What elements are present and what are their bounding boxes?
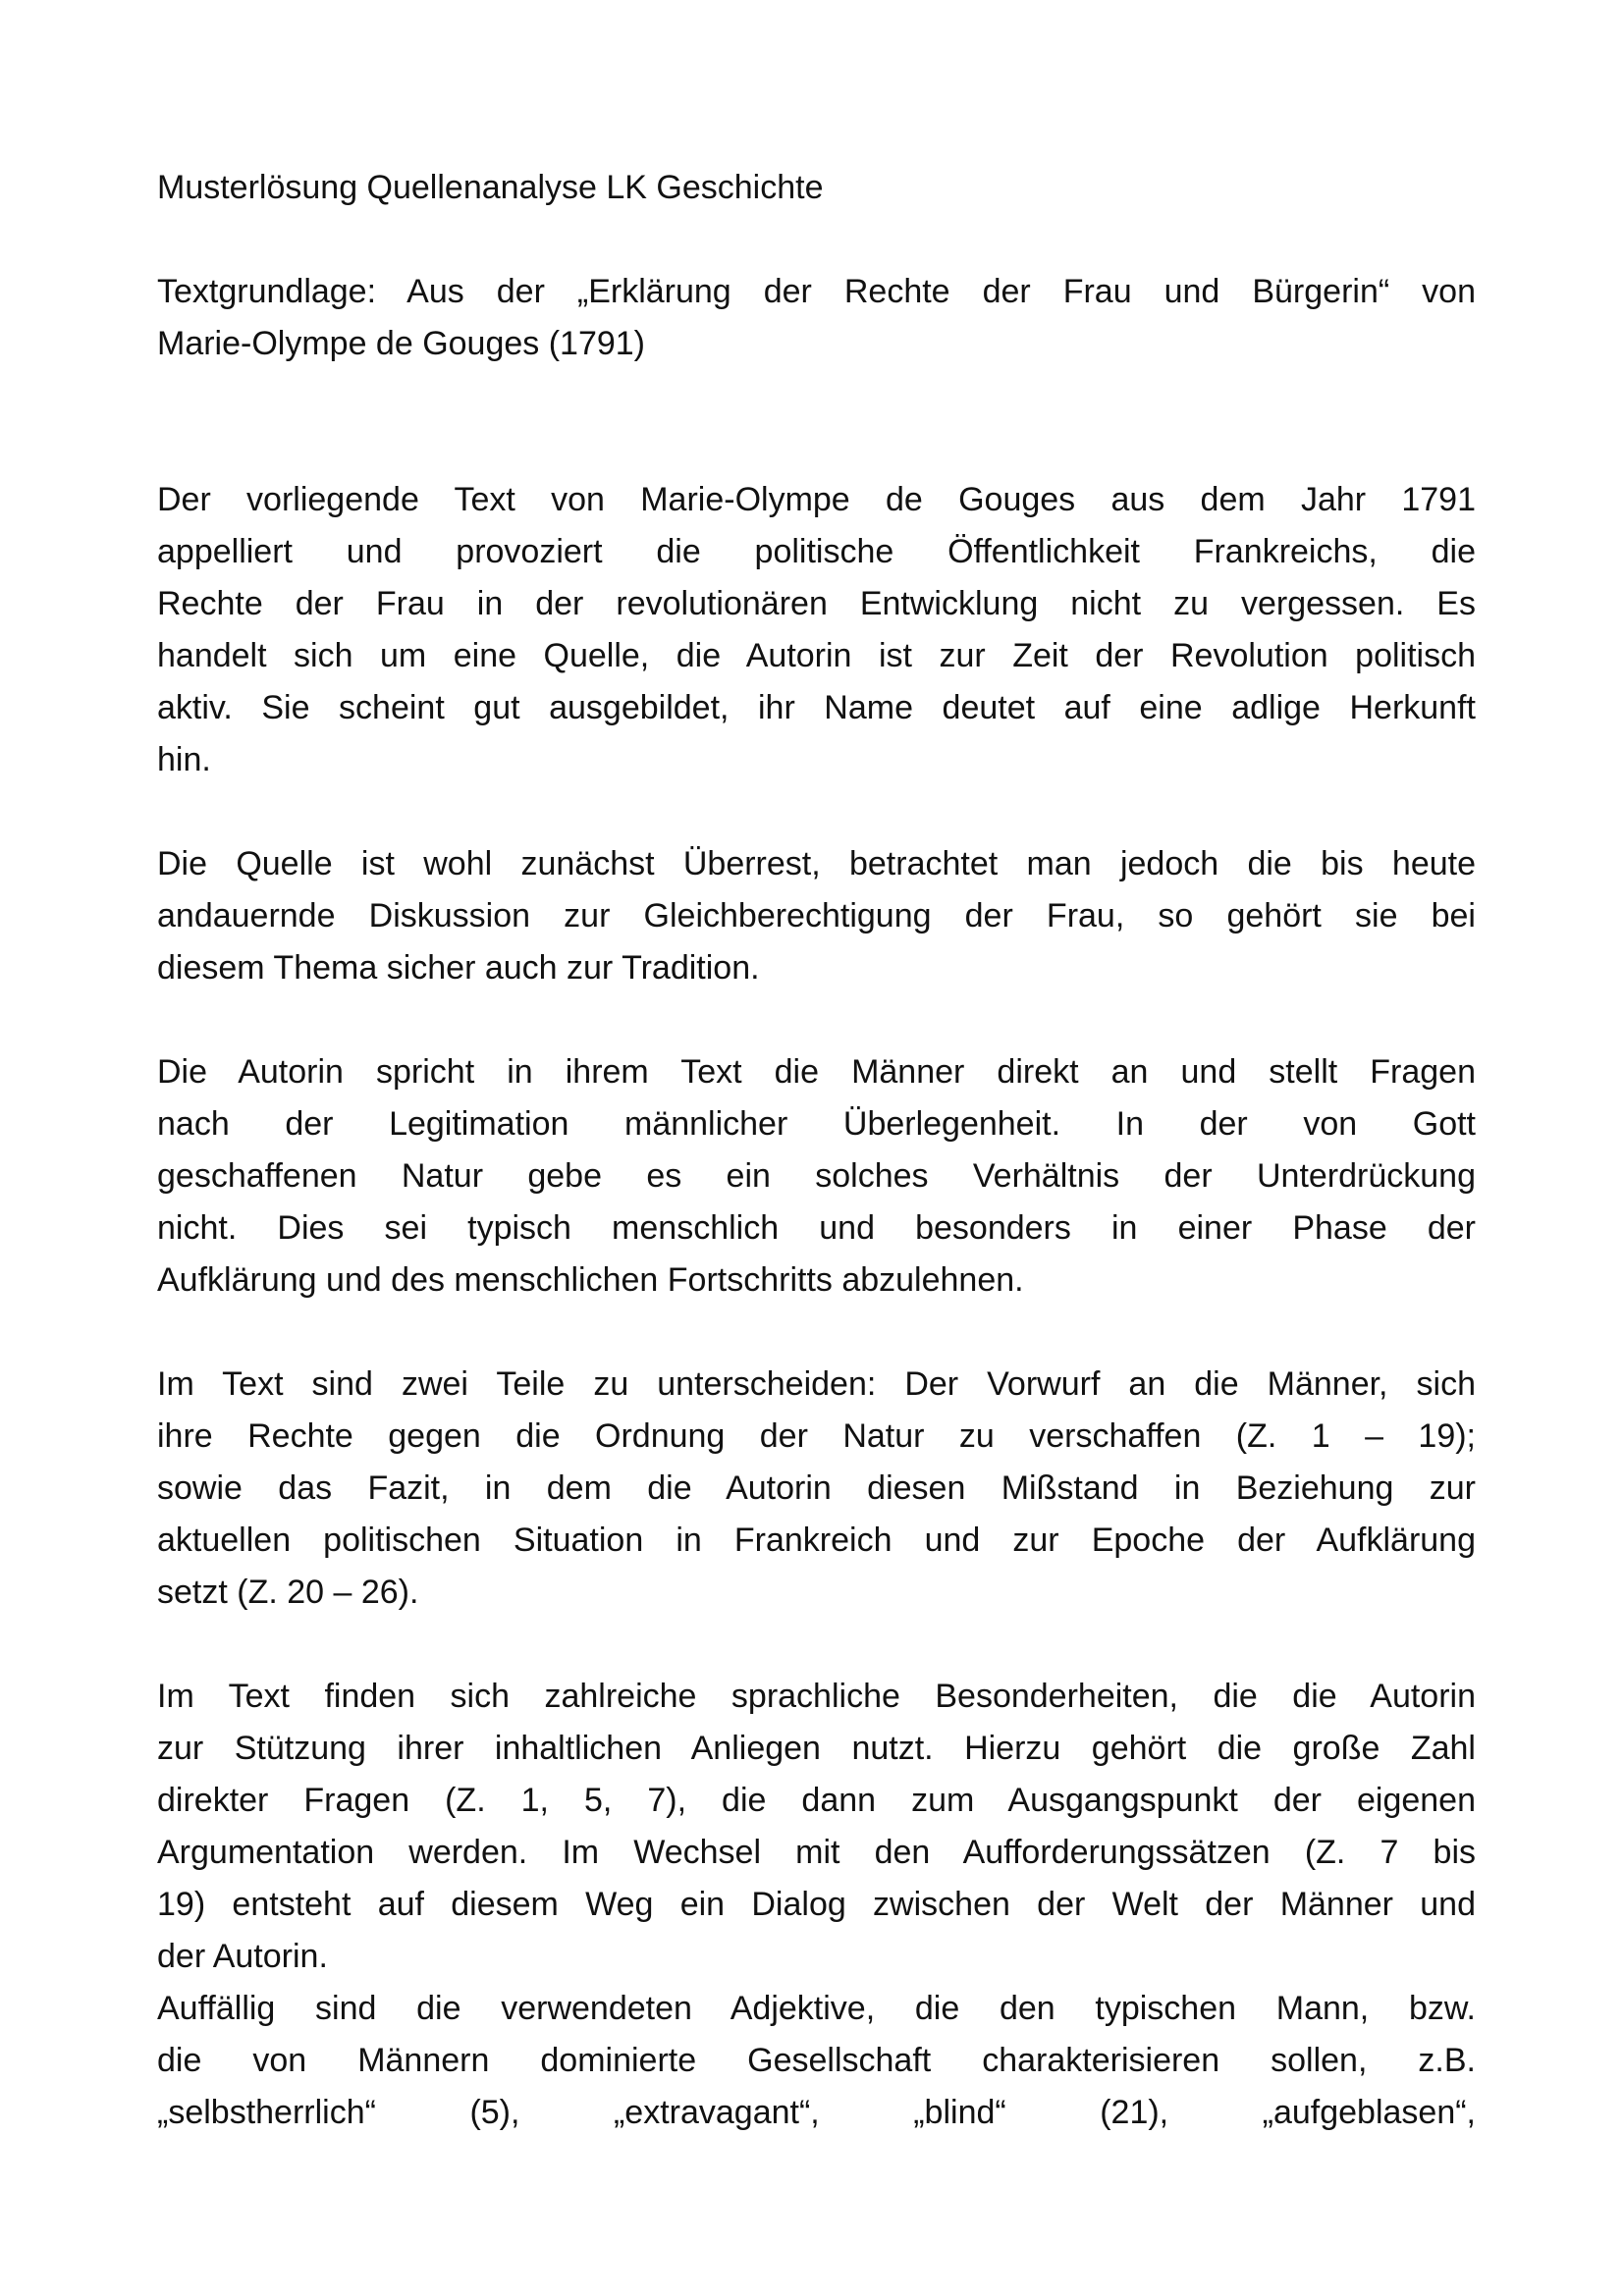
paragraph — [157, 1671, 1476, 1983]
spacer — [157, 214, 1476, 266]
paragraph-line: Im Text sind zwei Teile zu unterscheiden: Der Vorwurf an die Männer, sich — [157, 1365, 1476, 1403]
paragraph — [157, 838, 1476, 994]
spacer — [157, 994, 1476, 1046]
paragraph-line: handelt sich um eine Quelle, die Autorin ist zur Zeit der Revolution politisch — [157, 637, 1476, 674]
spacer — [157, 422, 1476, 474]
paragraph-line: die von Männern dominierte Gesellschaft charakterisieren sollen, z.B. — [157, 2042, 1476, 2079]
source-line: Marie-Olympe de Gouges (1791) — [157, 325, 646, 362]
paragraph-line: „selbstherrlich“ (5), „extravagant“, „blind“ (21), „aufgeblasen“, — [157, 2094, 1476, 2131]
paragraph-line: Auffällig sind die verwendeten Adjektive, die den typischen Mann, bzw. — [157, 1990, 1476, 2027]
paragraph-line: nicht. Dies sei typisch menschlich und besonders in einer Phase der — [157, 1209, 1476, 1247]
paragraph-line: ihre Rechte gegen die Ordnung der Natur zu verschaffen (Z. 1 – 19); — [157, 1417, 1476, 1455]
paragraph-line: sowie das Fazit, in dem die Autorin diesen Mißstand in Beziehung zur — [157, 1469, 1476, 1507]
paragraph-line: andauernde Diskussion zur Gleichberechtigung der Frau, so gehört sie bei — [157, 897, 1476, 934]
spacer — [157, 786, 1476, 838]
paragraph-line: hin. — [157, 741, 211, 778]
document-page — [157, 162, 1476, 2139]
paragraph-line: geschaffenen Natur gebe es ein solches Verhältnis der Unterdrückung — [157, 1157, 1476, 1195]
spacer — [157, 1619, 1476, 1671]
paragraph-line: Im Text finden sich zahlreiche sprachliche Besonderheiten, die die Autorin — [157, 1678, 1476, 1715]
paragraph-line: Aufklärung und des menschlichen Fortschritts abzulehnen. — [157, 1261, 1024, 1299]
paragraph-line: Argumentation werden. Im Wechsel mit den Aufforderungssätzen (Z. 7 bis — [157, 1834, 1476, 1871]
paragraph — [157, 474, 1476, 786]
paragraph — [157, 1046, 1476, 1307]
source-line: Textgrundlage: Aus der „Erklärung der Rechte der Frau und Bürgerin“ von — [157, 273, 1476, 310]
spacer — [157, 1307, 1476, 1359]
paragraph-line: diesem Thema sicher auch zur Tradition. — [157, 949, 760, 987]
paragraph-line: setzt (Z. 20 – 26). — [157, 1574, 419, 1611]
spacer — [157, 370, 1476, 422]
paragraph-line: 19) entsteht auf diesem Weg ein Dialog zwischen der Welt der Männer und — [157, 1886, 1476, 1923]
paragraph-line: zur Stützung ihrer inhaltlichen Anliegen nutzt. Hierzu gehört die große Zahl — [157, 1730, 1476, 1767]
document-title: Musterlösung Quellenanalyse LK Geschichte — [157, 169, 824, 206]
paragraph-line: Rechte der Frau in der revolutionären Entwicklung nicht zu vergessen. Es — [157, 585, 1476, 622]
paragraph-line: aktiv. Sie scheint gut ausgebildet, ihr Name deutet auf eine adlige Herkunft — [157, 689, 1476, 726]
paragraph-line: aktuellen politischen Situation in Frankreich und zur Epoche der Aufklärung — [157, 1522, 1476, 1559]
paragraph-line: Die Quelle ist wohl zunächst Überrest, betrachtet man jedoch die bis heute — [157, 845, 1476, 882]
paragraph-line: der Autorin. — [157, 1938, 328, 1975]
document-body — [157, 474, 1476, 2139]
paragraph-line: appelliert und provoziert die politische Öffentlichkeit Frankreichs, die — [157, 533, 1476, 570]
paragraph — [157, 1983, 1476, 2139]
paragraph-line: nach der Legitimation männlicher Überlegenheit. In der von Gott — [157, 1105, 1476, 1143]
paragraph-line: Die Autorin spricht in ihrem Text die Männer direkt an und stellt Fragen — [157, 1053, 1476, 1091]
paragraph — [157, 1359, 1476, 1619]
paragraph-line: Der vorliegende Text von Marie-Olympe de Gouges aus dem Jahr 1791 — [157, 481, 1476, 518]
paragraph-line: direkter Fragen (Z. 1, 5, 7), die dann zum Ausgangspunkt der eigenen — [157, 1782, 1476, 1819]
